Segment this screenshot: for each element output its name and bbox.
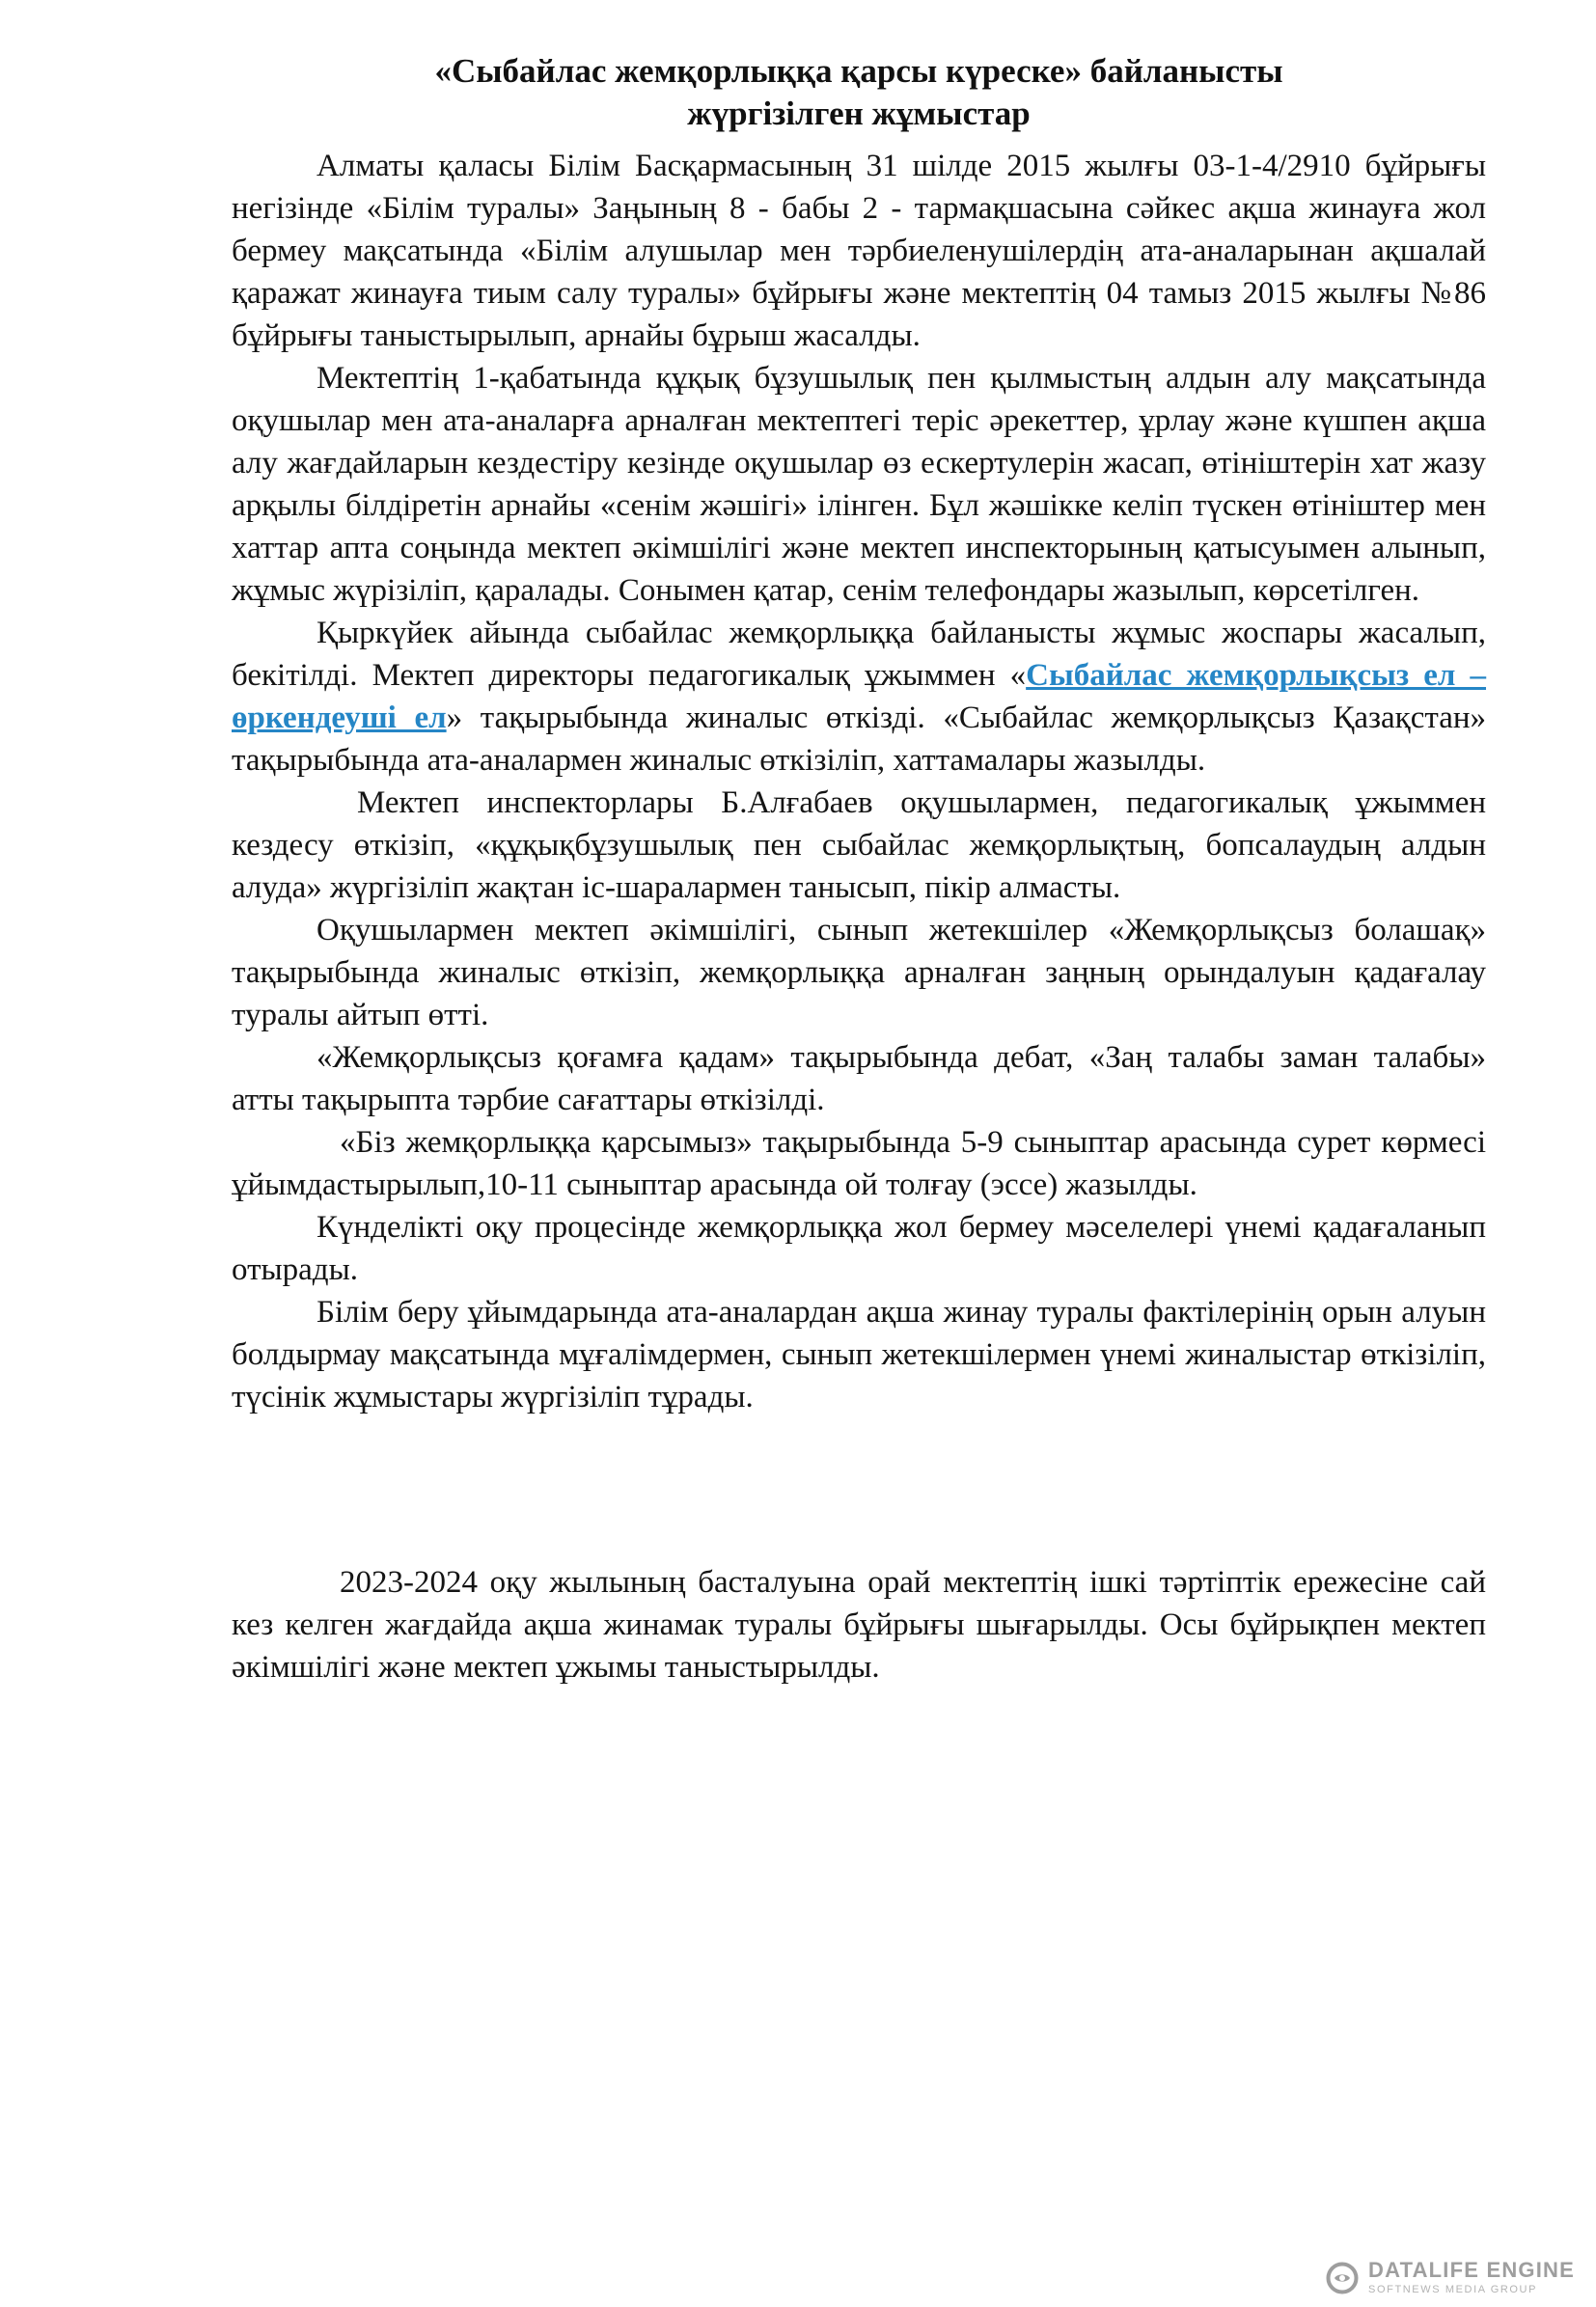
paragraph-10: 2023-2024 оқу жылының басталуына орай мектептің ішкі тәртіптік ережесіне сай кез келген жағдайда ақша жинамак туралы бұйрығы шығарылды. Осы бұйрықпен мектеп әкімшілігі және мектеп ұжымы таныстырылды. [232,1565,1486,1685]
document-page [0,50,1596,2307]
datalife-engine-logo [1325,2260,1575,2295]
title-line-1: «Сыбайлас жемқорлыққа қарсы күреске» байланысты [434,52,1283,90]
paragraph-3-text-before: Қыркүйек айында сыбайлас жемқорлыққа байланысты жұмыс жоспары жасалып, бекітілді. Мектеп директоры педагогикалық ұжыммен « [232,616,1486,693]
paragraph-8: Күнделікті оқу процесінде жемқорлыққа жол бермеу мәселелері үнемі қадағаланып отырады. [232,1210,1486,1287]
paragraph-7: «Біз жемқорлыққа қарсымыз» тақырыбында 5-9 сыныптар арасында сурет көрмесі ұйымдастырылып,10-11 сыныптар арасында ой толғау (эссе) жазылды. [232,1125,1486,1202]
document-body [232,145,1486,1689]
paragraph-9: Білім беру ұйымдарында ата-аналардан ақша жинау туралы фактілерінің орын алуын болдырмау мақсатында мұғалімдермен, сынып жетекшілермен үнемі жиналыстар өткізіліп, түсінік жұмыстары жүргізіліп тұрады. [232,1295,1486,1414]
logo-text-block [1368,2260,1575,2295]
paragraph-4: Мектеп инспекторлары Б.Алғабаев оқушылармен, педагогикалық ұжыммен кездесу өткізіп, «құқықбұзушылық пен сыбайлас жемқорлықтың, бопсалаудың алдын алуда» жүргізіліп жақтан іс-шаралармен танысып, пікір алмасты. [232,785,1486,905]
title-line-2: жүргізілген жұмыстар [687,95,1031,132]
paragraph-2: Мектептің 1-қабатында құқық бұзушылық пен қылмыстың алдын алу мақсатында оқушылар мен ата-аналарға арналған мектептегі теріс әрекеттер, ұрлау және күшпен ақша алу жағдайларын кездестіру кезінде оқушылар өз ескертулерін жасап, өтініштерін хат жазу арқылы білдіретін арнайы «сенім жәшігі» ілінген. Бұл жәшікке келіп түскен өтініштер мен хаттар апта соңында мектеп әкімшілігі және мектеп инспекторының қатысуымен алынып, жұмыс жүрізіліп, қаралады. Сонымен қатар, сенім телефондары жазылып, көрсетілген. [232,361,1486,608]
paragraph-3-text-after: » тақырыбында жиналыс өткізді. «Сыбайлас жемқорлықсыз Қазақстан» тақырыбында ата-аналармен жиналыс өткізіліп, хаттамалары жазылды. [232,700,1486,778]
paragraph-1: Алматы қаласы Білім Басқармасының 31 шілде 2015 жылғы 03-1-4/2910 бұйрығы негізінде «Білім туралы» Заңының 8 - бабы 2 - тармақшасына сәйкес ақша жинауға жол бермеу мақсатында «Білім алушылар мен тәрбиеленушілердің ата-аналарынан ақшалай қаражат жинауға тиым салу туралы» бұйрығы және мектептің 04 тамыз 2015 жылғы №86 бұйрығы таныстырылып, арнайы бұрыш жасалды. [232,149,1486,353]
paragraph-3 [232,612,1486,782]
logo-brand-text: DATALIFE ENGINE [1368,2258,1575,2282]
paragraph-5: Оқушылармен мектеп әкімшілігі, сынып жетекшілер «Жемқорлықсыз болашақ» тақырыбында жиналыс өткізіп, жемқорлыққа арналған заңның орындалуын қадағалау туралы айтып өтті. [232,913,1486,1032]
meeting-topic-link[interactable]: Сыбайлас жемқорлықсыз ел – өркендеуші ел [232,658,1487,735]
datalife-eye-icon [1325,2261,1360,2295]
logo-subtitle-text: SOFTNEWS MEDIA GROUP [1368,2284,1538,2295]
paragraph-6: «Жемқорлықсыз қоғамға қадам» тақырыбында дебат, «Заң талабы заман талабы» атты тақырыпта тәрбие сағаттары өткізілді. [232,1040,1486,1117]
document-title [232,50,1486,135]
